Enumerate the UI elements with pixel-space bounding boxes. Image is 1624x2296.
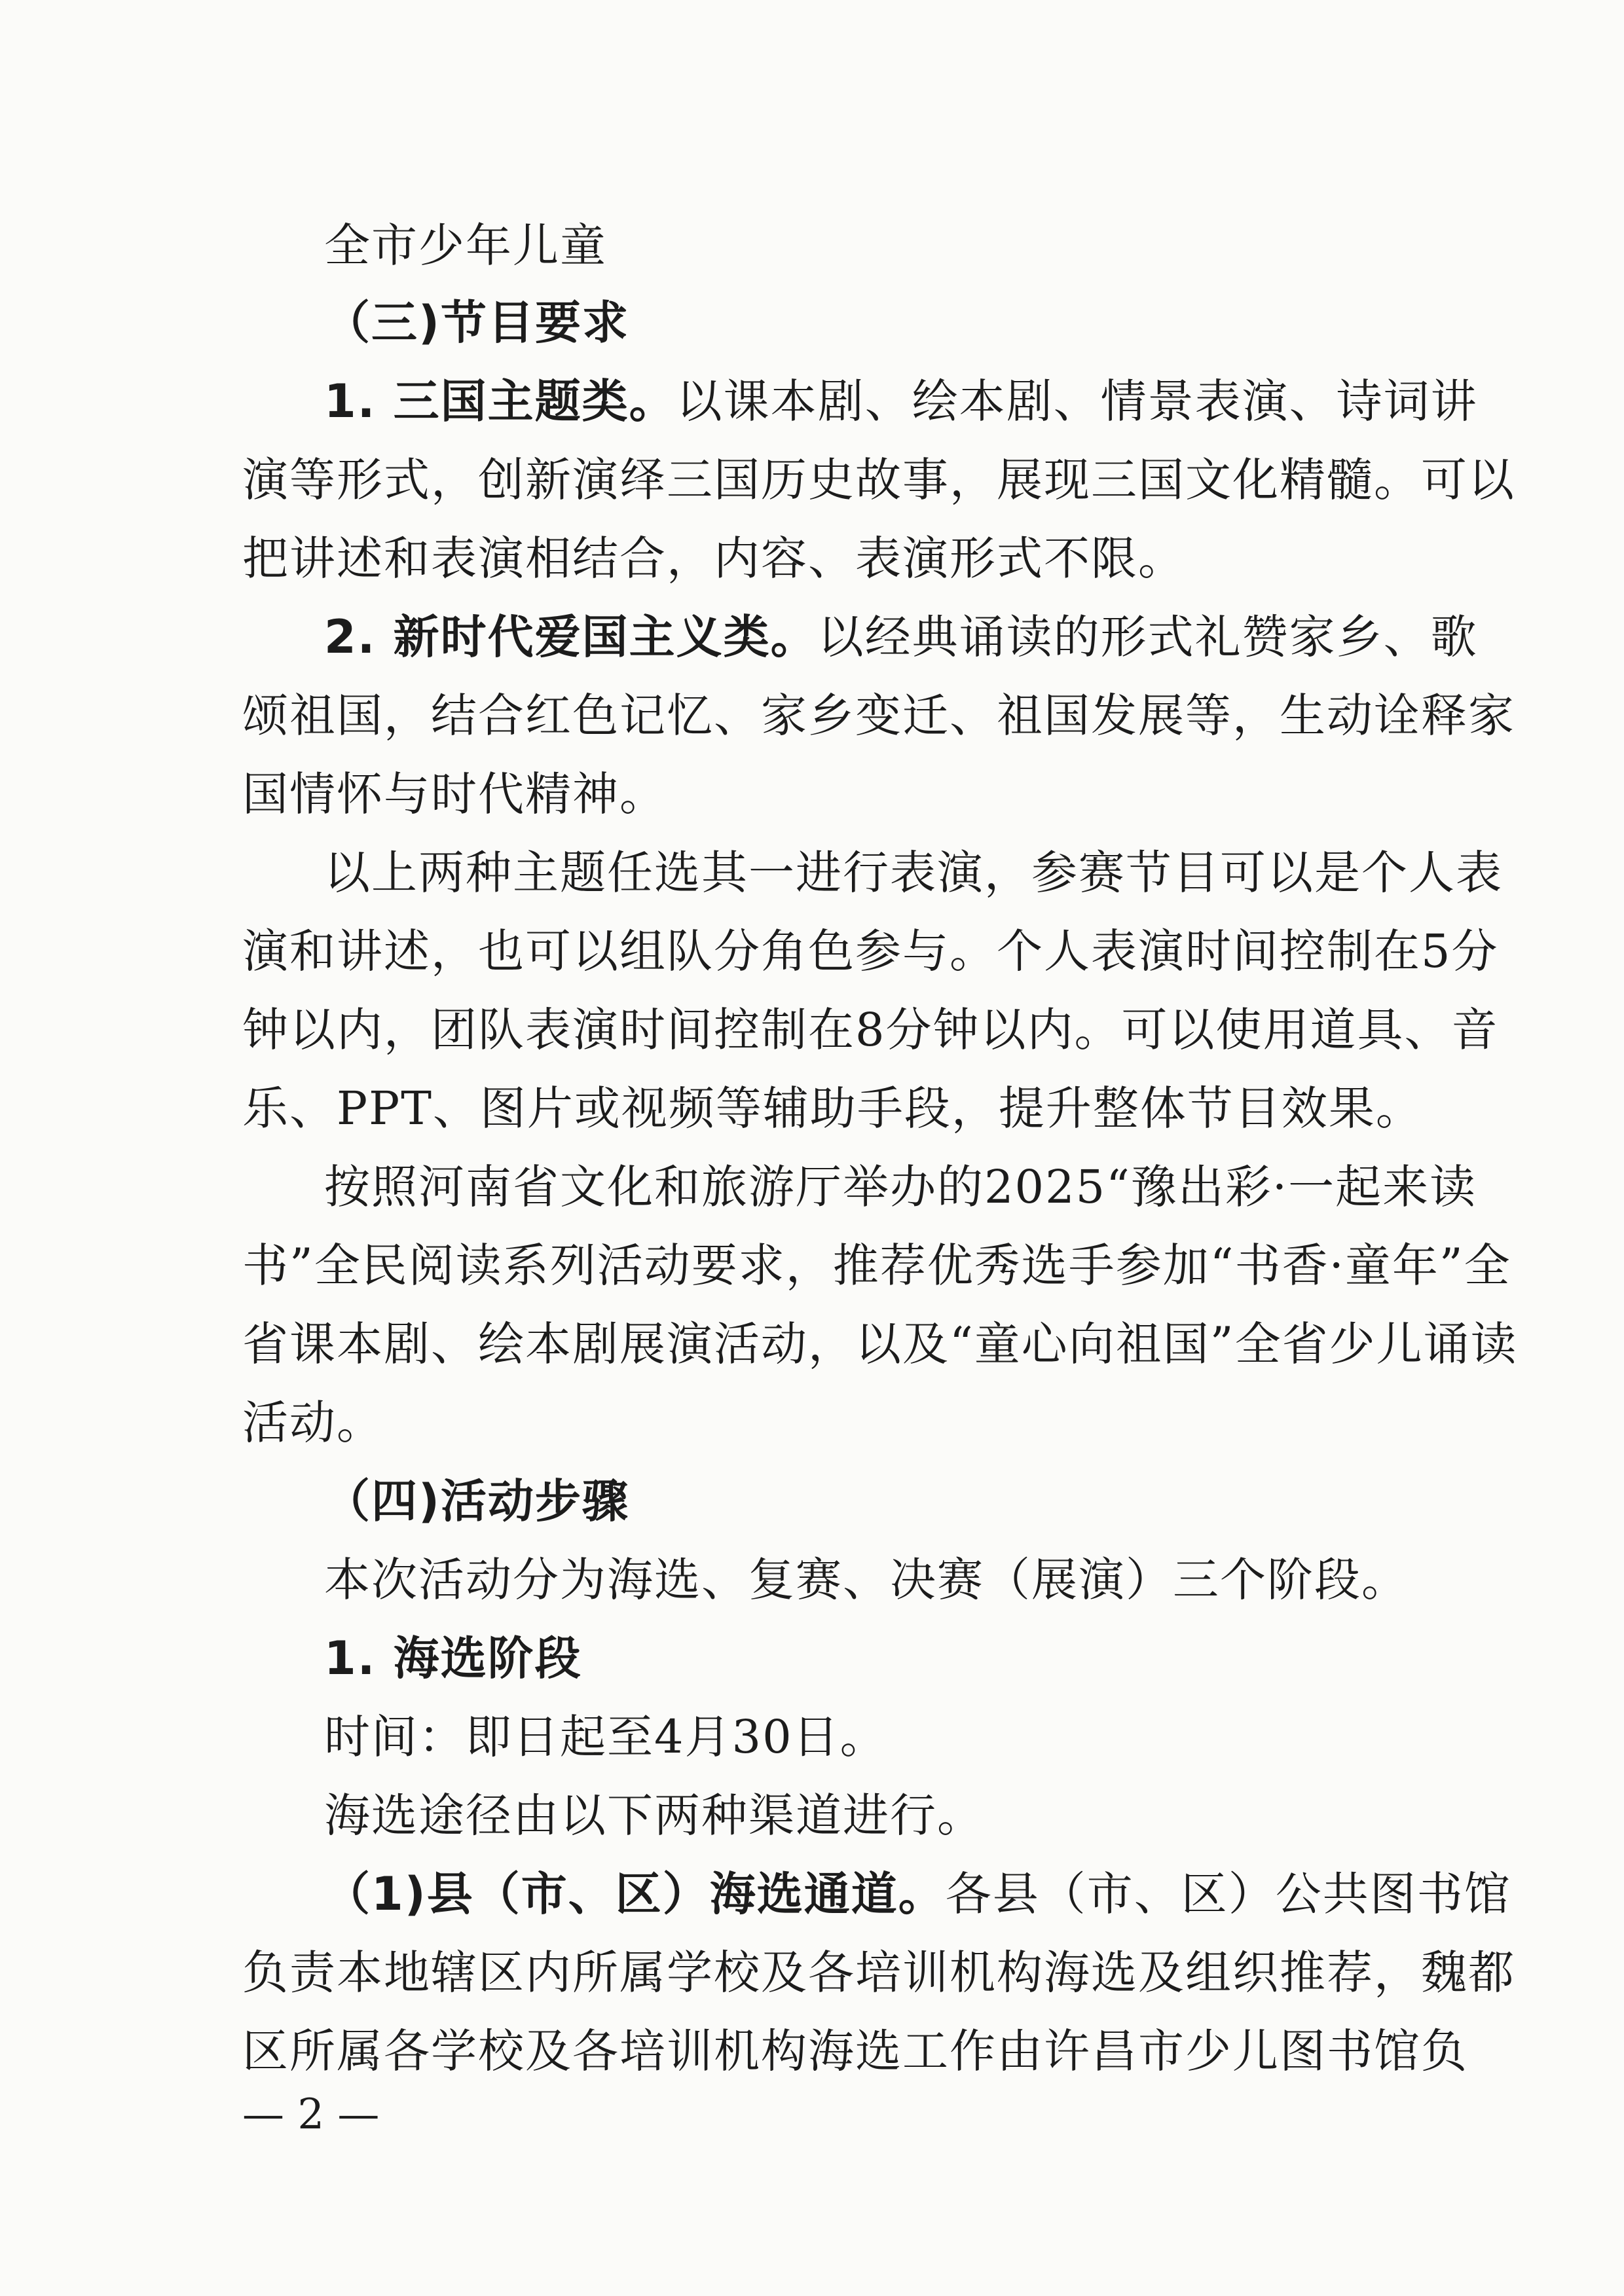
text-line: 钟以内，团队表演时间控制在8分钟以内。可以使用道具、音 [242, 1003, 1499, 1057]
text-line: 演和讲述，也可以组队分角色参与。个人表演时间控制在5分 [242, 924, 1499, 978]
page-number: — 2 — [242, 2090, 380, 2139]
text-span: 以课本剧、绘本剧、情景表演、诗词讲 [676, 374, 1478, 428]
text-line: 乐、PPT、图片或视频等辅助手段，提升整体节目效果。 [242, 1082, 1423, 1135]
item-heading: 1. 海选阶段 [324, 1631, 582, 1685]
paragraph-first-line [324, 372, 1478, 431]
text-line: 按照河南省文化和旅游厅举办的2025“豫出彩·一起来读 [324, 1160, 1477, 1214]
paragraph-first-line [324, 608, 1478, 666]
section-heading: （三)节目要求 [324, 296, 629, 350]
text-line: 把讲述和表演相结合，内容、表演形式不限。 [242, 532, 1185, 585]
text-line: 演等形式，创新演绎三国历史故事，展现三国文化精髓。可以 [242, 453, 1515, 507]
section-heading: （四)活动步骤 [324, 1474, 629, 1528]
text-line: 本次活动分为海选、复赛、决赛（展演）三个阶段。 [324, 1553, 1409, 1607]
text-line: 海选途径由以下两种渠道进行。 [324, 1789, 984, 1842]
text-line: 以上两种主题任选其一进行表演，参赛节目可以是个人表 [324, 846, 1503, 900]
text-span: 以经典诵读的形式礼赞家乡、歌 [817, 610, 1478, 664]
item-heading: 2. 新时代爱国主义类。 [324, 610, 818, 664]
text-line: 省课本剧、绘本剧展演活动，以及“童心向祖国”全省少儿诵读 [242, 1317, 1518, 1371]
text-line: 颂祖国，结合红色记忆、家乡变迁、祖国发展等，生动诠释家 [242, 689, 1515, 742]
paragraph-first-line [324, 1865, 1511, 1923]
text-line: 国情怀与时代精神。 [242, 767, 667, 821]
text-line: 区所属各学校及各培训机构海选工作由许昌市少儿图书馆负 [242, 2024, 1468, 2078]
item-heading: 1. 三国主题类。 [324, 374, 676, 428]
text-line: 全市少年儿童 [324, 219, 607, 272]
text-line: 活动。 [242, 1396, 384, 1449]
text-line: 时间：即日起至4月30日。 [324, 1710, 887, 1764]
text-line: 负责本地辖区内所属学校及各培训机构海选及组织推荐，魏都 [242, 1946, 1515, 1999]
text-span: 各县（市、区）公共图书馆 [945, 1867, 1511, 1921]
text-line: 书”全民阅读系列活动要求，推荐优秀选手参加“书香·童年”全 [242, 1239, 1511, 1292]
item-heading: （1)县（市、区）海选通道。 [324, 1867, 946, 1921]
